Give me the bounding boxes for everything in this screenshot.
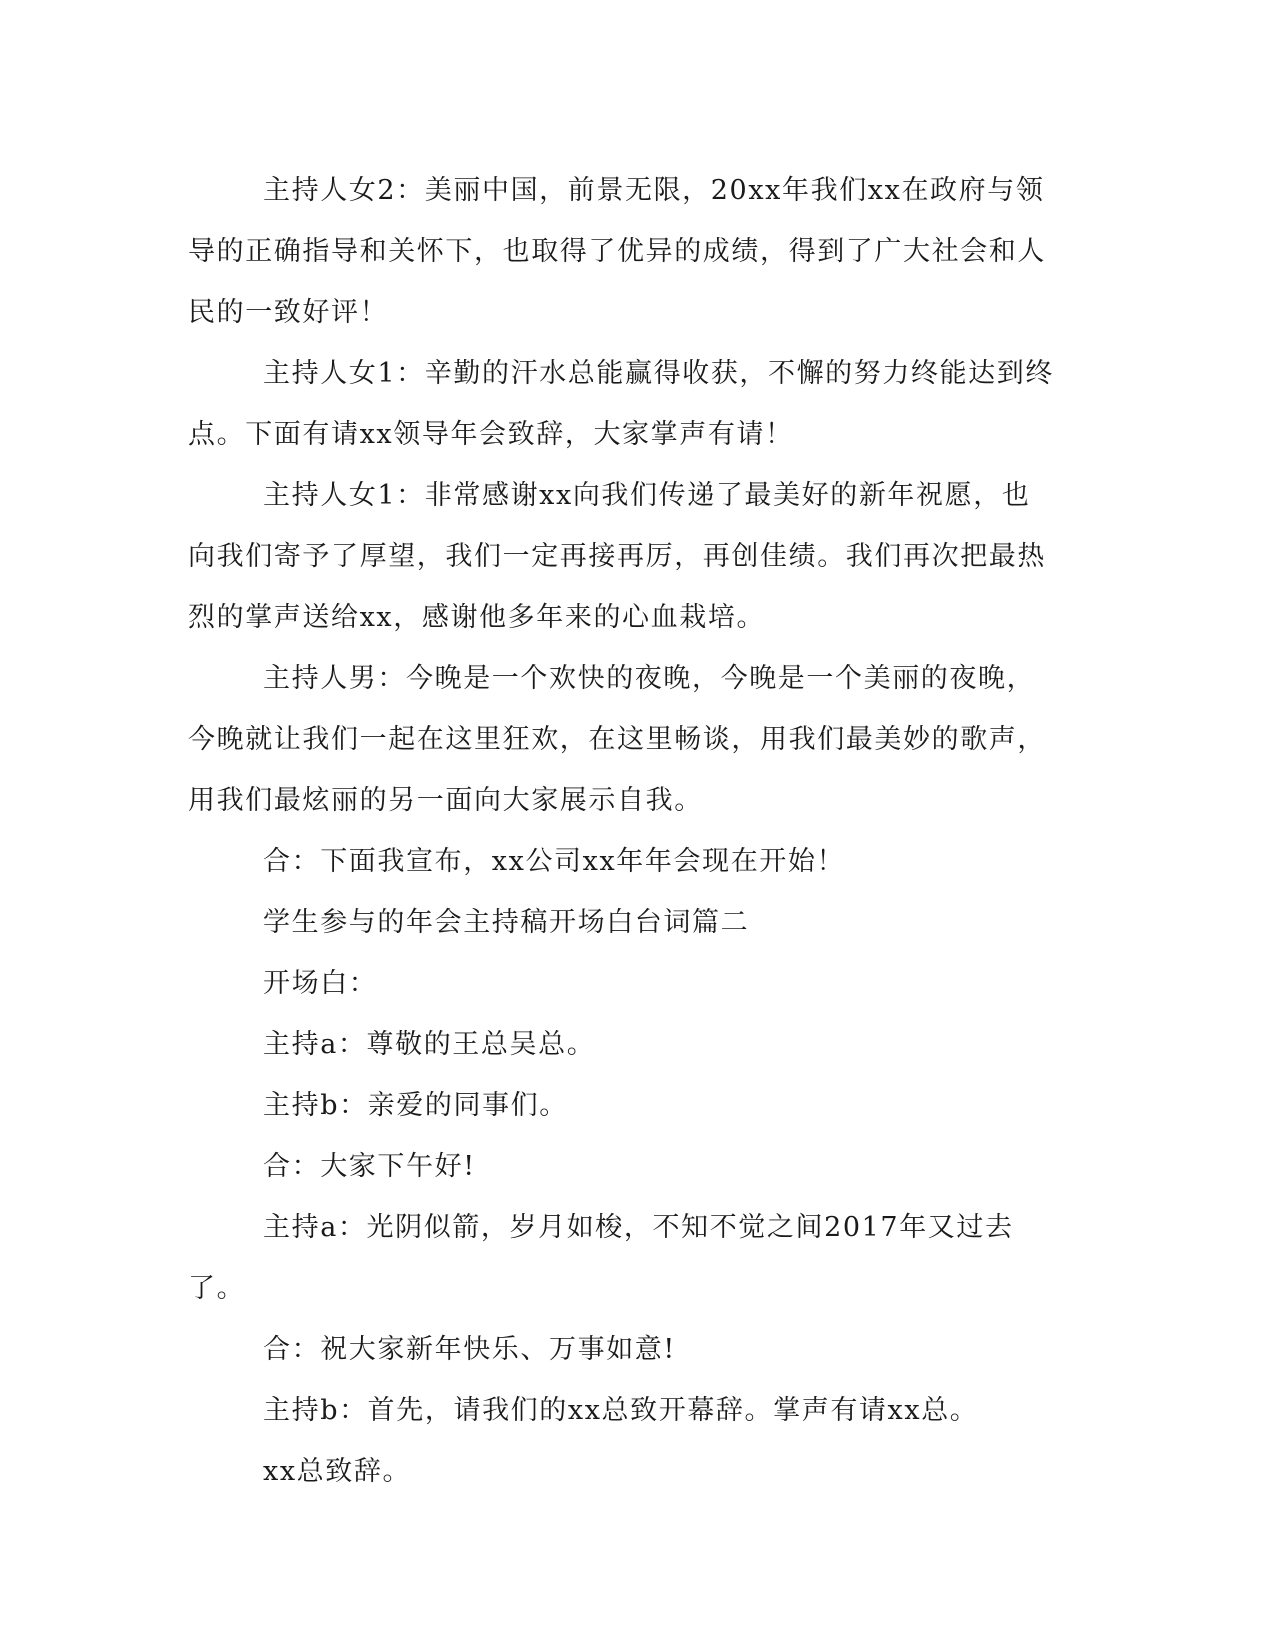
paragraph: 主持b：亲爱的同事们。 [263, 1090, 568, 1121]
paragraph: 开场白： [263, 968, 378, 999]
section-heading: 学生参与的年会主持稿开场白台词篇二 [263, 907, 750, 938]
paragraph: 主持a：尊敬的王总吴总。 [263, 1029, 596, 1060]
paragraph: 主持b：首先，请我们的xx总致开幕辞。掌声有请xx总。 [263, 1395, 979, 1426]
paragraph: 主持人女1：辛勤的汗水总能赢得收获，不懈的努力终能达到终点。下面有请xx领导年会致辞，大家掌声有请！ [188, 358, 1054, 450]
paragraph: 主持a：光阴似箭，岁月如梭，不知不觉之间2017年又过去了。 [188, 1212, 1014, 1304]
paragraph: 合：大家下午好! [263, 1151, 476, 1182]
paragraph: 合：祝大家新年快乐、万事如意! [263, 1334, 676, 1365]
paragraph: 主持人男：今晚是一个欢快的夜晚，今晚是一个美丽的夜晚，今晚就让我们一起在这里狂欢，在这里畅谈，用我们最美妙的歌声，用我们最炫丽的另一面向大家展示自我。 [188, 663, 1046, 816]
paragraph: 主持人女1：非常感谢xx向我们传递了最美好的新年祝愿，也向我们寄予了厚望，我们一定再接再厉，再创佳绩。我们再次把最热烈的掌声送给xx，感谢他多年来的心血栽培。 [188, 480, 1046, 633]
document-body [188, 160, 1058, 1502]
paragraph: 主持人女2：美丽中国，前景无限，20xx年我们xx在政府与领导的正确指导和关怀下，也取得了优异的成绩，得到了广大社会和人民的一致好评！ [188, 175, 1046, 328]
paragraph: xx总致辞。 [263, 1456, 412, 1487]
paragraph: 合：下面我宣布，xx公司xx年年会现在开始！ [263, 846, 846, 877]
